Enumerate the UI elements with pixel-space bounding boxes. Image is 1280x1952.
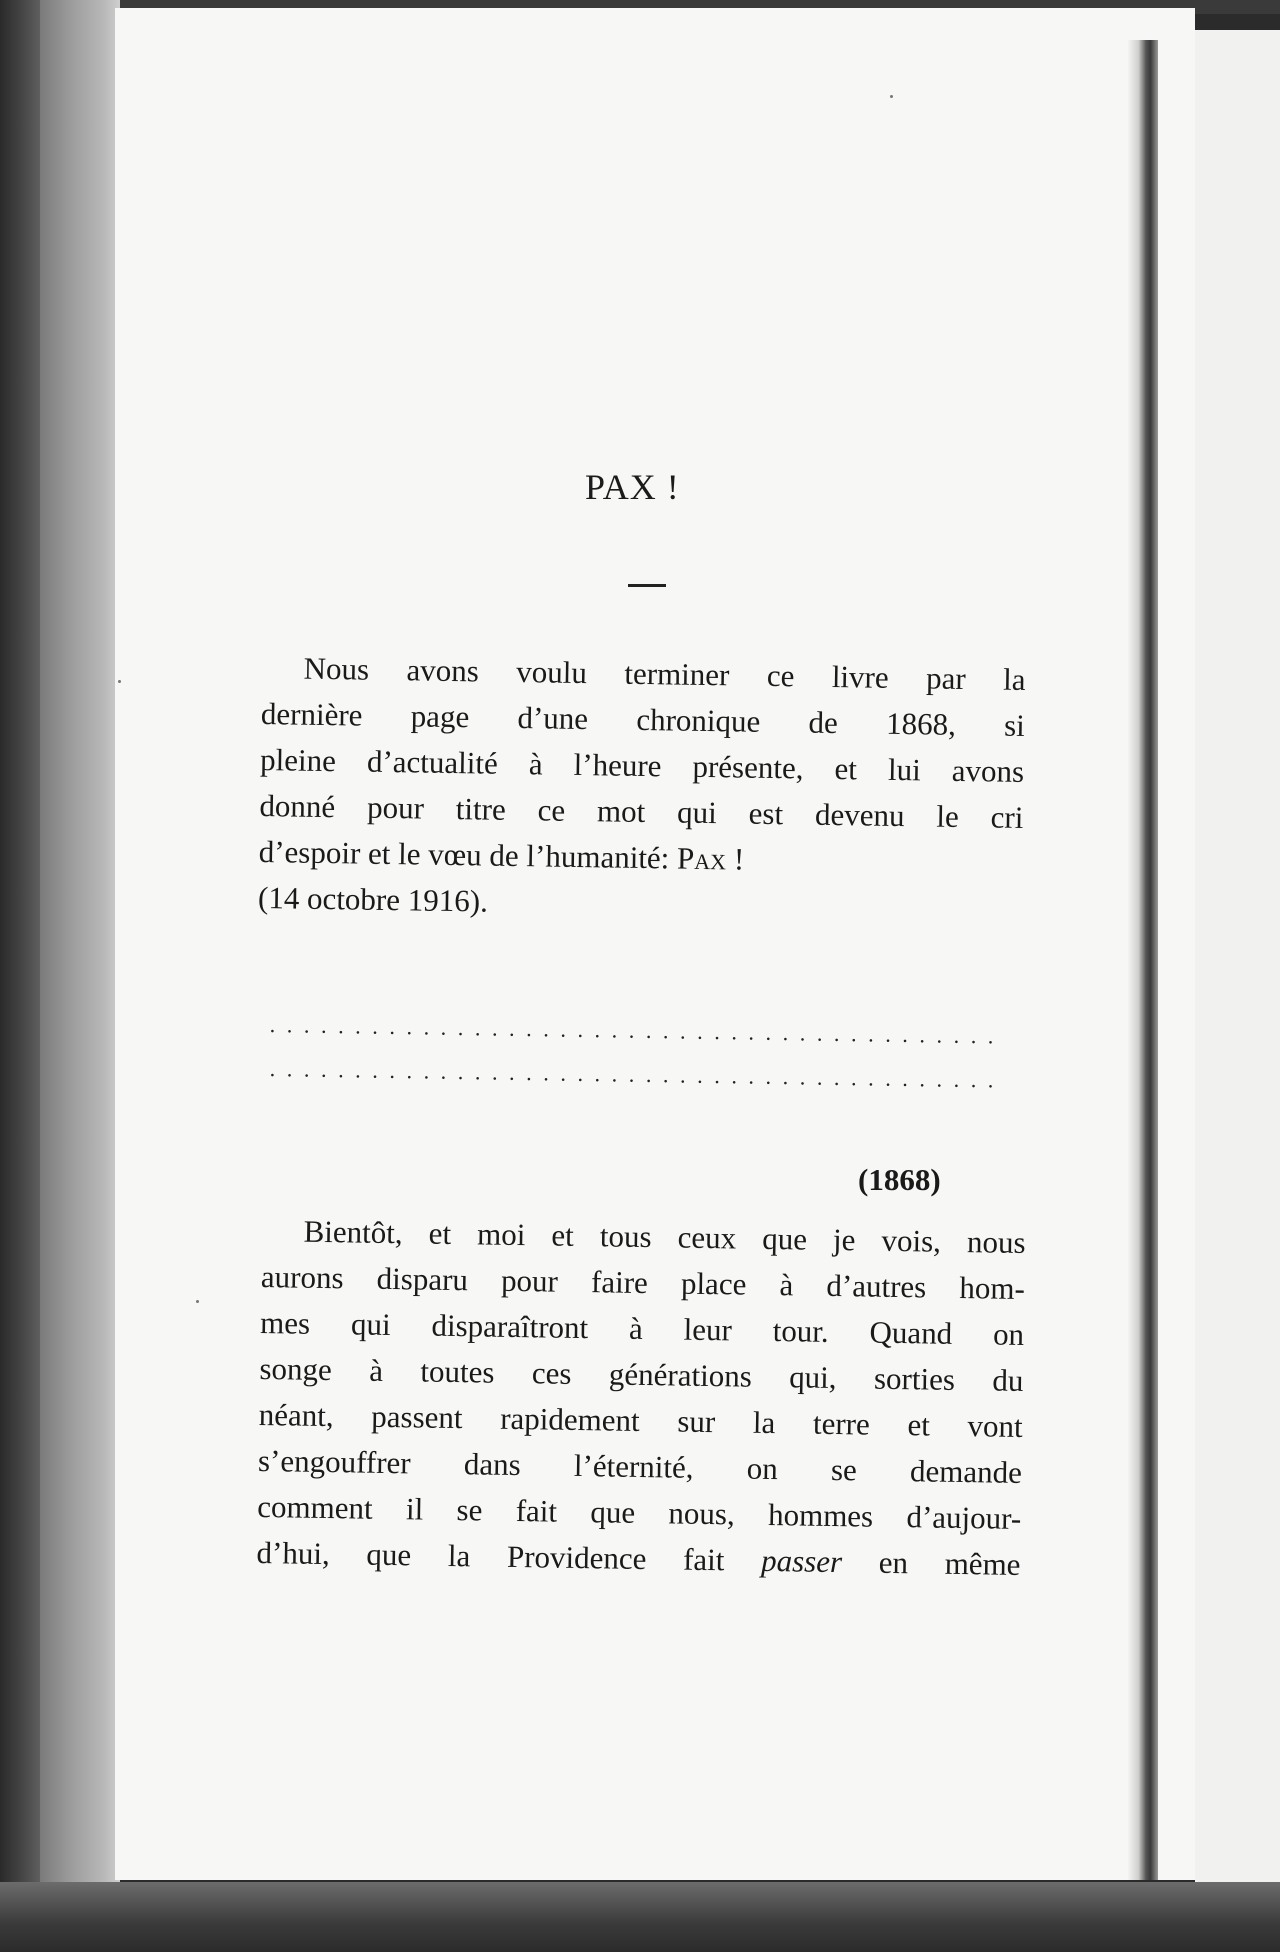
facing-page-edge <box>1195 30 1280 1890</box>
intro-date: (14 octobre 1916). <box>257 879 489 919</box>
text-fragment: ! <box>725 841 745 877</box>
book-page-stack <box>40 0 120 1952</box>
text-line: donné pour titre ce mot qui est devenu le cri <box>259 787 1024 835</box>
text-line: s’engouffrer dans l’éternité, on se demande <box>257 1442 1023 1490</box>
italic-word: passer <box>760 1542 843 1580</box>
text-fragment: d’hui, que la Providence fait <box>256 1534 762 1578</box>
section-date: (1868) <box>858 1162 941 1197</box>
text-line: pleine d’actualité à l’heure présente, et lui avons <box>259 741 1025 789</box>
text-line: aurons disparu pour faire place à d’autres hom- <box>260 1258 1026 1306</box>
text-line: dernière page d’une chronique de 1868, si <box>260 695 1026 743</box>
page-title: PAX ! <box>585 467 680 507</box>
paper-speck <box>890 95 893 98</box>
book-page <box>115 8 1195 1880</box>
text-line: néant, passent rapidement sur la terre et vont <box>258 1396 1023 1444</box>
text-line: Nous avons voulu terminer ce livre par la <box>303 650 1026 697</box>
scan-bottom-edge <box>0 1882 1280 1952</box>
book-gutter <box>1128 40 1158 1880</box>
text-line: comment il se fait que nous, hommes d’aujour- <box>257 1488 1022 1536</box>
text-line: songe à toutes ces générations qui, sorties du <box>259 1350 1024 1398</box>
title-rule <box>628 584 666 587</box>
text-fragment: d’espoir et le vœu de l’humanité: <box>258 833 678 876</box>
dotted-separator: ........................................... <box>269 1012 1006 1049</box>
paper-speck <box>118 680 121 683</box>
pax-smallcaps: Pax <box>676 840 727 877</box>
text-line: Bientôt, et moi et tous ceux que je vois, nous <box>303 1213 1026 1260</box>
intro-paragraph <box>258 645 1026 933</box>
chronicle-paragraph <box>256 1208 1026 1588</box>
dotted-separator: ........................................... <box>269 1056 1006 1093</box>
text-line: mes qui disparaîtront à leur tour. Quand on <box>259 1304 1025 1352</box>
text-fragment: en même <box>841 1544 1021 1582</box>
paper-speck <box>196 1300 199 1303</box>
